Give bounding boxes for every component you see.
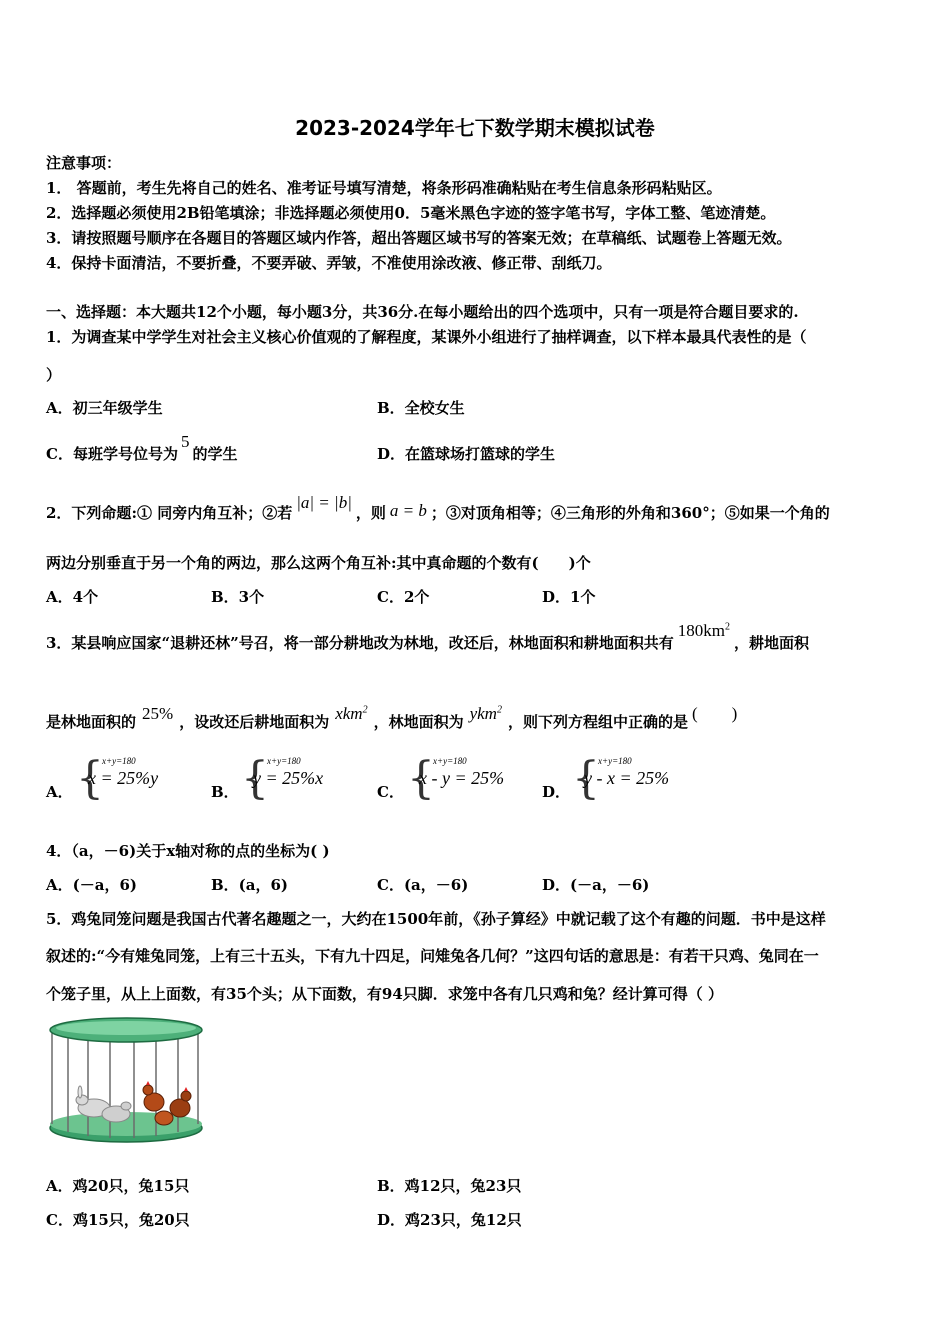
math-abs-eq: |a| = |b|: [296, 493, 352, 512]
notice-item: 4．保持卡面清洁，不要折叠，不要弄破、弄皱，不准使用涂改液、修正带、刮纸刀。: [46, 254, 612, 272]
option-a-label: A．: [46, 783, 73, 801]
notice-item: 3．请按照题号顺序在各题目的答题区域内作答，超出答题区域书写的答案无效；在草稿纸、试题卷上答题无效。: [46, 229, 792, 247]
option-b: B．3个: [211, 588, 265, 606]
option-a: A．4个: [46, 588, 99, 606]
option-b: B．全校女生: [377, 399, 465, 417]
option-d: D．(－a，－6): [542, 876, 650, 894]
option-c: C．每班学号位号为5的学生: [46, 432, 238, 463]
option-d-equation-system: { x+y=180 y - x = 25%: [572, 753, 670, 804]
question-2-stem: 2．下列命题:① 同旁内角互补；②若|a| = |b|，则 a = b ；③对顶角相等；④三角形的外角和360°；⑤如果一个角的: [46, 493, 830, 522]
option-d-label: D．: [542, 783, 571, 801]
math-five: 5: [180, 432, 190, 451]
option-b-label: B．: [211, 783, 239, 801]
option-c: C．2个: [377, 588, 430, 606]
option-d: D．鸡23只，兔12只: [377, 1211, 522, 1229]
option-c-label: C．: [377, 783, 404, 801]
answer-paren: ( ): [691, 704, 738, 723]
question-5-stem-line3: 个笼子里，从上上面数，有35个头；从下面数，有94只脚．求笼中各有几只鸡和兔？经计算可得（ ）: [46, 985, 723, 1003]
option-b: B．(a，6): [211, 876, 289, 894]
question-5-stem-line2: 叙述的:“今有雉兔同笼，上有三十五头，下有九十四足，问雉兔各几何？”这四句话的意思是：有若干只鸡、兔同在一: [46, 947, 819, 965]
section-heading: 一、选择题：本大题共12个小题，每小题3分，共36分.在每小题给出的四个选项中，只有一项是符合题目要求的.: [46, 303, 799, 321]
option-c: C．(a，－6): [377, 876, 469, 894]
math-ykm2: ykm$^2$: [469, 704, 502, 723]
question-1-stem-end: ）: [46, 366, 62, 384]
math-180km2: $180km^2$: [677, 621, 730, 640]
page-title: 2023-2024学年七下数学期末模拟试卷: [295, 116, 655, 140]
math-xkm2: xkm$^2$: [335, 704, 368, 723]
option-a: A．初三年级学生: [46, 399, 163, 417]
math-25-percent: 25%: [142, 704, 174, 723]
option-b-equation-system: { x+y=180 y = 25%x: [241, 753, 324, 804]
question-4-stem: 4．（a，－6)关于x轴对称的点的坐标为( ): [46, 842, 330, 860]
question-5-stem: 5．鸡兔同笼问题是我国古代著名趣题之一，大约在1500年前，《孙子算经》中就记载了这个有趣的问题．书中是这样: [46, 910, 826, 928]
question-1-stem: 1．为调查某中学学生对社会主义核心价值观的了解程度，某课外小组进行了抽样调查，以下样本最具代表性的是（: [46, 328, 807, 346]
option-b: B．鸡12只，兔23只: [377, 1177, 522, 1195]
notice-item: 2．选择题必须使用2B铅笔填涂；非选择题必须使用0．5毫米黑色字迹的签字笔书写，字体工整、笔迹清楚。: [46, 204, 776, 222]
option-c: C．鸡15只，兔20只: [46, 1211, 190, 1229]
option-a: A．(－a，6): [46, 876, 137, 894]
question-2-stem-line2: 两边分别垂直于另一个角的两边，那么这两个角互补:其中真命题的个数有( )个: [46, 554, 591, 572]
question-3-stem-line2: 是林地面积的 25% ，设改还后耕地面积为 xkm$^2$，林地面积为 ykm$^2$，则下列方程组中正确的是 ( ): [46, 704, 738, 731]
option-d: D．在篮球场打篮球的学生: [377, 445, 556, 463]
question-3-stem: 3．某县响应国家“退耕还林”号召，将一部分耕地改为林地，改还后，林地面积和耕地面积共有$180km^2$，耕地面积: [46, 621, 809, 652]
math-a-eq-b: a = b: [389, 501, 427, 520]
option-a: A．鸡20只，兔15只: [46, 1177, 190, 1195]
option-d: D．1个: [542, 588, 596, 606]
option-c-equation-system: { x+y=180 x - y = 25%: [407, 753, 505, 804]
chicken-rabbit-cage-illustration: [46, 1016, 206, 1148]
notice-item: 1． 答题前，考生先将自己的姓名、准考证号填写清楚，将条形码准确粘贴在考生信息条形码粘贴区。: [46, 179, 722, 197]
notice-heading: 注意事项：: [46, 154, 122, 172]
option-a-equation-system: { x+y=180 x = 25%y: [76, 753, 159, 804]
